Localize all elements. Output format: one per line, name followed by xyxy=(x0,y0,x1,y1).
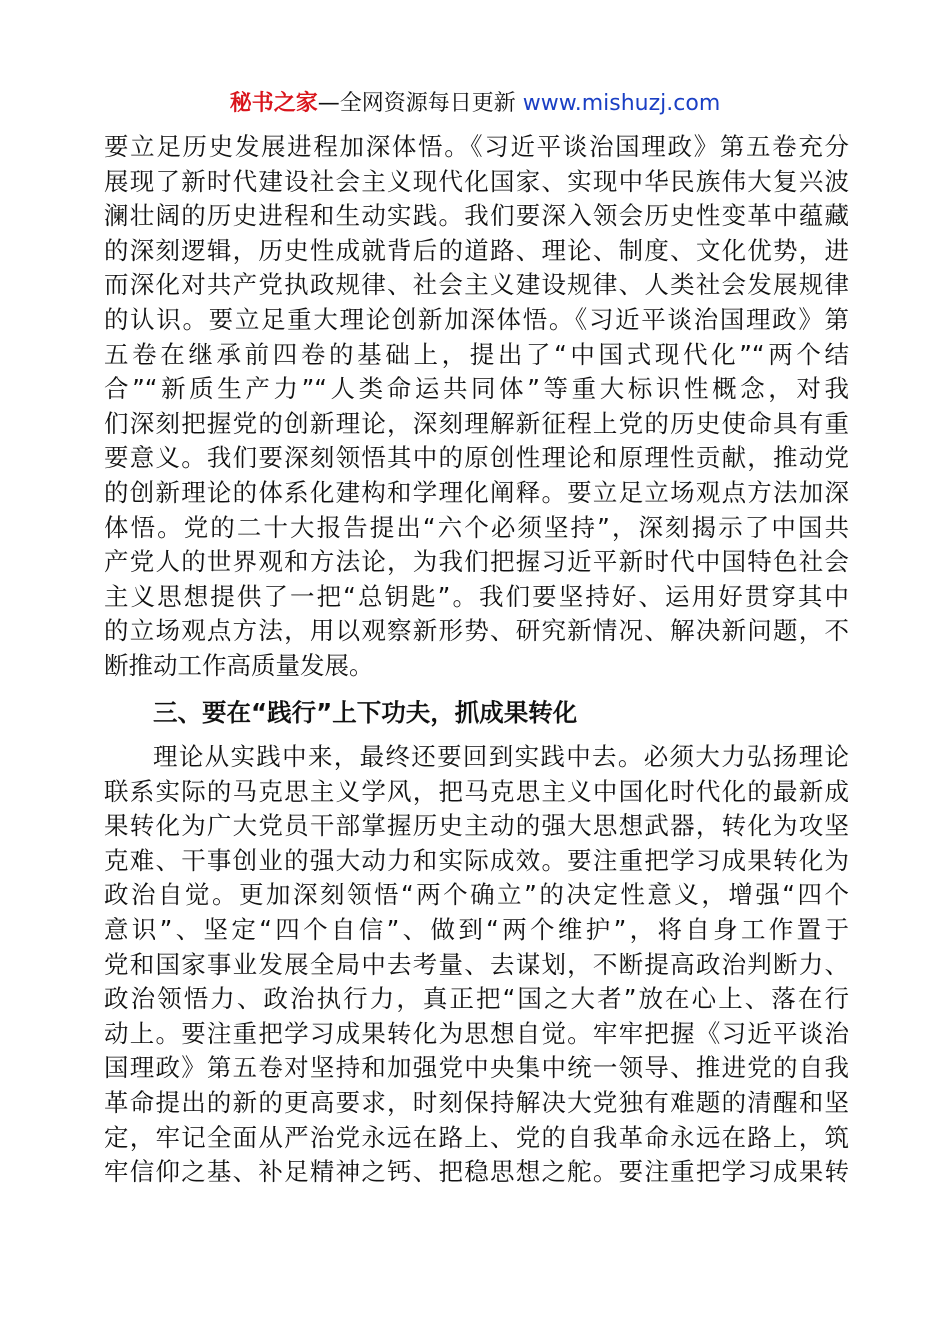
text-line: 的立场观点方法，用以观察新形势、研究新情况、解决新问题，不 xyxy=(104,616,849,646)
text-line: 国理政》第五卷对坚持和加强党中央集中统一领导、推进党的自我 xyxy=(104,1053,849,1083)
text-line: 理论从实践中来，最终还要回到实践中去。必须大力弘扬理论 xyxy=(153,742,849,772)
text-line: 的创新理论的体系化建构和学理化阐释。要立足立场观点方法加深 xyxy=(104,477,849,507)
text-line: 政治自觉。更加深刻领悟“两个确立”的决定性意义，增强“四个 xyxy=(104,880,849,910)
text-line: 党和国家事业发展全局中去考量、去谋划，不断提高政治判断力、 xyxy=(104,949,849,979)
text-line: 澜壮阔的历史进程和生动实践。我们要深入领会历史性变革中蕴藏 xyxy=(104,201,849,231)
text-line: 果转化为广大党员干部掌握历史主动的强大思想武器，转化为攻坚 xyxy=(104,811,849,841)
text-line: 革命提出的新的更高要求，时刻保持解决大党独有难题的清醒和坚 xyxy=(104,1088,849,1118)
text-line: 意识”、坚定“四个自信”、做到“两个维护”，将自身工作置于 xyxy=(104,915,849,945)
text-line: 展现了新时代建设社会主义现代化国家、实现中华民族伟大复兴波 xyxy=(104,166,849,196)
text-line: 要立足历史发展进程加深体悟。《习近平谈治国理政》第五卷充分 xyxy=(104,132,849,161)
text-line: 政治领悟力、政治执行力，真正把“国之大者”放在心上、落在行 xyxy=(104,984,849,1014)
text-line: 联系实际的马克思主义学风，把马克思主义中国化时代化的最新成 xyxy=(104,776,849,806)
text-line: 牢信仰之基、补足精神之钙、把稳思想之舵。要注重把学习成果转 xyxy=(104,1157,849,1187)
text-line: 的深刻逻辑，历史性成就背后的道路、理论、制度、文化优势，进 xyxy=(104,235,849,265)
section-heading: 三、要在“践行”上下功夫，抓成果转化 xyxy=(153,697,578,727)
text-line: 动上。要注重把学习成果转化为思想自觉。牢牢把握《习近平谈治 xyxy=(104,1018,849,1048)
text-line: 们深刻把握党的创新理论，深刻理解新征程上党的历史使命具有重 xyxy=(104,408,849,438)
text-line: 定，牢记全面从严治党永远在路上、党的自我革命永远在路上，筑 xyxy=(104,1122,849,1152)
text-line: 克难、干事创业的强大动力和实际成效。要注重把学习成果转化为 xyxy=(104,845,849,875)
document-body xyxy=(104,130,849,1190)
text-line: 而深化对共产党执政规律、社会主义建设规律、人类社会发展规律 xyxy=(104,270,849,300)
page-header xyxy=(0,88,950,120)
text-line: 要意义。我们要深刻领悟其中的原创性理论和原理性贡献，推动党 xyxy=(104,443,849,473)
site-brand: 秘书之家 xyxy=(229,91,318,116)
text-line: 主义思想提供了一把“总钥匙”。我们要坚持好、运用好贯穿其中 xyxy=(104,581,849,611)
text-line: 断推动工作高质量发展。 xyxy=(104,650,374,680)
paragraph-1 xyxy=(104,130,849,684)
text-line: 合”“新质生产力”“人类命运共同体”等重大标识性概念，对我 xyxy=(104,374,849,404)
text-line: 产党人的世界观和方法论，为我们把握习近平新时代中国特色社会 xyxy=(104,547,849,577)
text-line: 五卷在继承前四卷的基础上，提出了“中国式现代化”“两个结 xyxy=(104,339,849,369)
paragraph-2 xyxy=(104,740,849,1190)
text-line: 体悟。党的二十大报告提出“六个必须坚持”，深刻揭示了中国共 xyxy=(104,512,849,542)
site-url-link[interactable]: www.mishuzj.com xyxy=(522,91,721,116)
site-tagline: —全网资源每日更新 xyxy=(317,91,516,116)
text-line: 的认识。要立足重大理论创新加深体悟。《习近平谈治国理政》第 xyxy=(104,304,849,334)
